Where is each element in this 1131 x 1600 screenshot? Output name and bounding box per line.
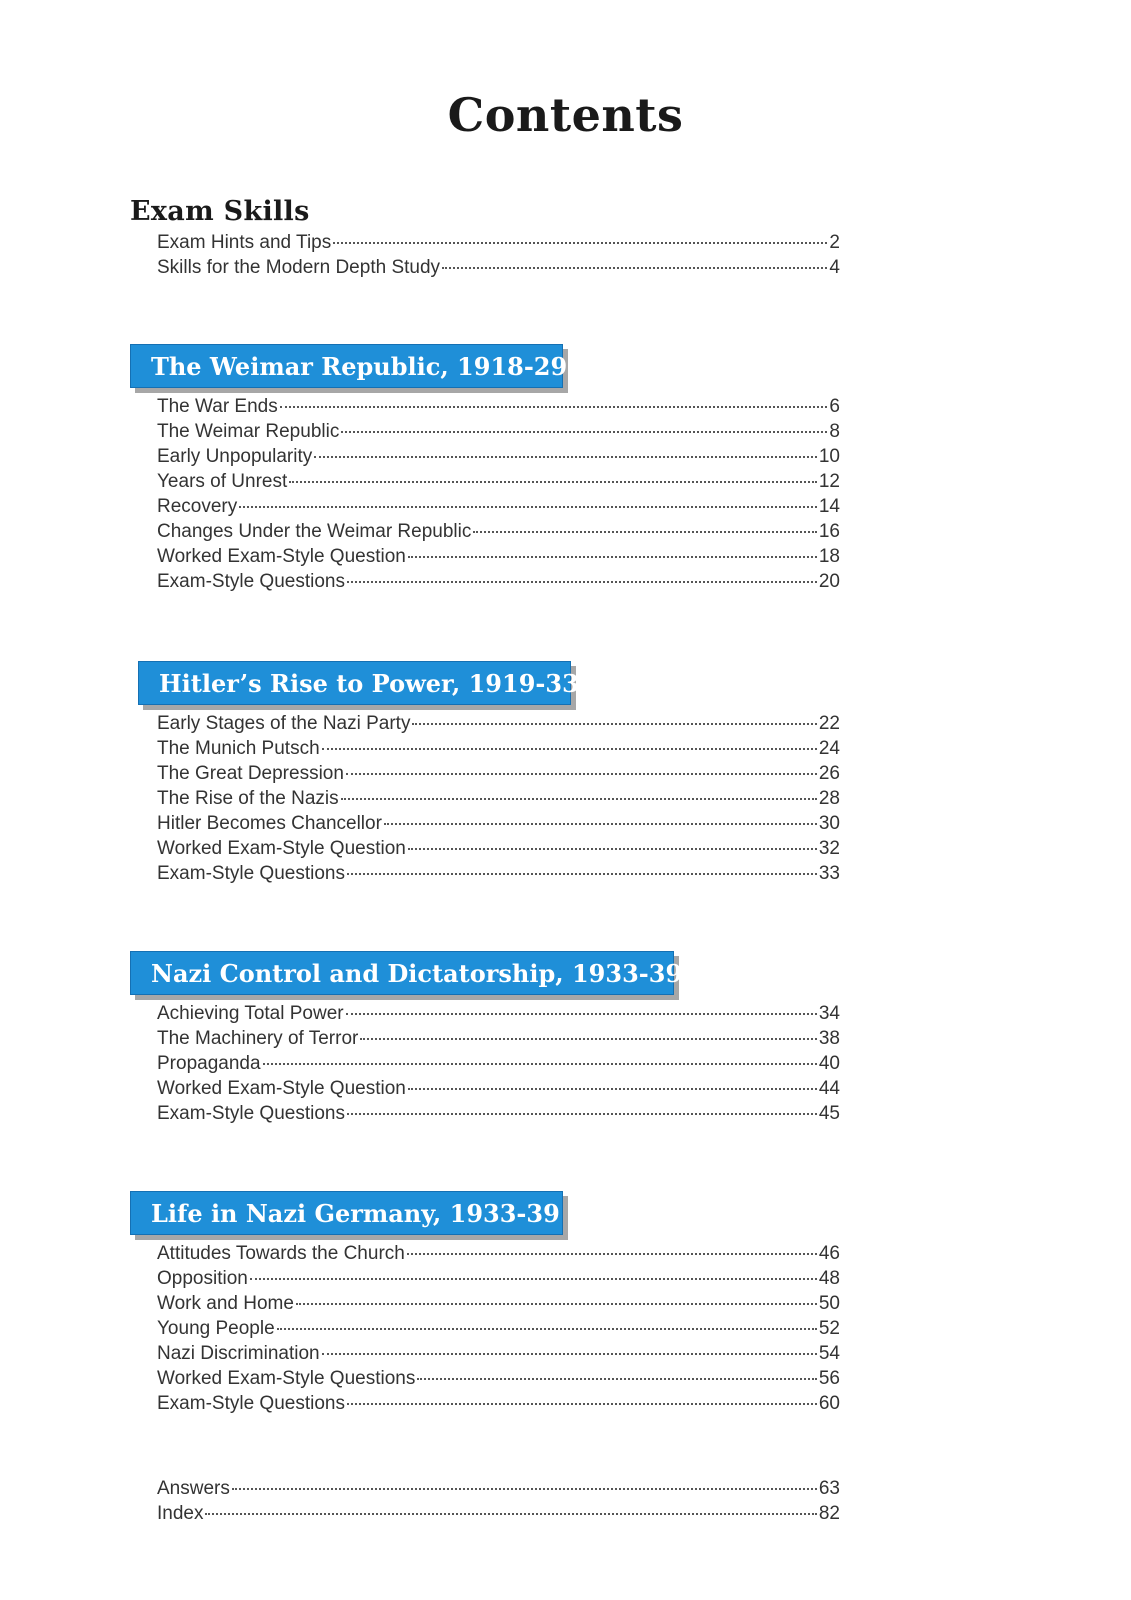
dot-leader <box>407 1253 817 1255</box>
toc-entry-page: 82 <box>818 1503 840 1524</box>
dot-leader <box>442 267 827 269</box>
dot-leader <box>417 1378 817 1380</box>
toc-entry[interactable] <box>157 1368 840 1393</box>
toc-entry-label: The War Ends <box>157 396 278 417</box>
dot-leader <box>341 431 827 433</box>
toc-entry-page: 32 <box>818 838 840 859</box>
dot-leader <box>347 873 817 875</box>
dot-leader <box>277 1328 817 1330</box>
dot-leader <box>232 1488 817 1490</box>
dot-leader <box>408 1088 817 1090</box>
dot-leader <box>408 556 817 558</box>
toc-entry-label: Opposition <box>157 1268 248 1289</box>
toc-entry[interactable] <box>157 1503 840 1528</box>
toc-entry[interactable] <box>157 1478 840 1503</box>
section-banner-weimar-republic <box>130 344 568 388</box>
toc-entry-page: 48 <box>818 1268 840 1289</box>
toc-entry-page: 30 <box>818 813 840 834</box>
toc-entry-label: Exam-Style Questions <box>157 571 345 592</box>
toc-entry-label: The Rise of the Nazis <box>157 788 339 809</box>
toc-entry-page: 18 <box>818 546 840 567</box>
toc-entry-label: The Weimar Republic <box>157 421 340 442</box>
dot-leader <box>322 748 817 750</box>
toc-list-life-in-nazi-germany <box>157 1243 840 1418</box>
toc-entry[interactable] <box>157 1078 840 1103</box>
dot-leader <box>384 823 817 825</box>
toc-entry-label: Worked Exam-Style Questions <box>157 1368 416 1389</box>
toc-entry-page: 24 <box>818 738 840 759</box>
toc-entry-page: 45 <box>818 1103 840 1124</box>
section-banner-nazi-control <box>130 951 683 995</box>
toc-entry-page: 6 <box>829 396 840 417</box>
toc-entry-page: 60 <box>818 1393 840 1414</box>
toc-entry-label: Work and Home <box>157 1293 294 1314</box>
toc-entry-label: The Munich Putsch <box>157 738 320 759</box>
toc-entry-label: The Machinery of Terror <box>157 1028 359 1049</box>
toc-entry-label: Early Unpopularity <box>157 446 313 467</box>
dot-leader <box>314 456 817 458</box>
toc-entry[interactable] <box>157 1053 840 1078</box>
toc-entry-page: 46 <box>818 1243 840 1264</box>
toc-entry-page: 2 <box>829 232 840 253</box>
toc-entry[interactable] <box>157 1268 840 1293</box>
toc-entry[interactable] <box>157 838 840 863</box>
dot-leader <box>239 506 817 508</box>
toc-entry-label: Recovery <box>157 496 238 517</box>
toc-entry-page: 20 <box>818 571 840 592</box>
toc-entry-page: 22 <box>818 713 840 734</box>
toc-entry[interactable] <box>157 713 840 738</box>
toc-entry-label: Early Stages of the Nazi Party <box>157 713 411 734</box>
toc-entry-page: 26 <box>818 763 840 784</box>
toc-entry[interactable] <box>157 1103 840 1128</box>
dot-leader <box>250 1278 817 1280</box>
dot-leader <box>346 773 817 775</box>
toc-entry[interactable] <box>157 471 840 496</box>
toc-entry-label: Exam-Style Questions <box>157 1393 345 1414</box>
toc-entry[interactable] <box>157 496 840 521</box>
toc-entry-page: 40 <box>818 1053 840 1074</box>
section-banner-hitlers-rise <box>138 661 579 705</box>
toc-entry-label: Propaganda <box>157 1053 261 1074</box>
toc-entry-label: Young People <box>157 1318 275 1339</box>
toc-entry[interactable] <box>157 788 840 813</box>
dot-leader <box>347 1113 817 1115</box>
toc-entry-label: Skills for the Modern Depth Study <box>157 257 441 278</box>
toc-entry-page: 28 <box>818 788 840 809</box>
toc-entry-page: 8 <box>829 421 840 442</box>
toc-entry-page: 54 <box>818 1343 840 1364</box>
toc-entry-page: 38 <box>818 1028 840 1049</box>
toc-entry-page: 56 <box>818 1368 840 1389</box>
toc-entry-page: 52 <box>818 1318 840 1339</box>
toc-entry[interactable] <box>157 1003 840 1028</box>
toc-entry[interactable] <box>157 1028 840 1053</box>
section-heading-weimar-republic: The Weimar Republic, 1918-29 <box>151 351 568 381</box>
toc-entry[interactable] <box>157 1393 840 1418</box>
toc-entry[interactable] <box>157 1343 840 1368</box>
toc-entry-page: 14 <box>818 496 840 517</box>
toc-entry[interactable] <box>157 396 840 421</box>
toc-entry-label: Achieving Total Power <box>157 1003 344 1024</box>
toc-entry-label: Worked Exam-Style Question <box>157 838 406 859</box>
dot-leader <box>263 1063 817 1065</box>
dot-leader <box>289 481 817 483</box>
toc-entry[interactable] <box>157 763 840 788</box>
toc-entry[interactable] <box>157 571 840 596</box>
section-banner-life-in-nazi-germany <box>130 1191 563 1235</box>
dot-leader <box>205 1513 816 1515</box>
toc-list-weimar-republic <box>157 396 840 596</box>
toc-entry[interactable] <box>157 863 840 888</box>
toc-entry[interactable] <box>157 738 840 763</box>
toc-entry[interactable] <box>157 546 840 571</box>
toc-entry[interactable] <box>157 446 840 471</box>
toc-entry-label: Exam-Style Questions <box>157 863 345 884</box>
toc-list-exam-skills <box>157 232 840 282</box>
dot-leader <box>473 531 816 533</box>
toc-entry[interactable] <box>157 1293 840 1318</box>
toc-entry[interactable] <box>157 257 840 282</box>
toc-entry-page: 63 <box>818 1478 840 1499</box>
toc-entry[interactable] <box>157 813 840 838</box>
dot-leader <box>408 848 817 850</box>
toc-entry-label: Worked Exam-Style Question <box>157 546 406 567</box>
dot-leader <box>296 1303 817 1305</box>
toc-entry-label: Answers <box>157 1478 230 1499</box>
toc-entry-page: 4 <box>829 257 840 278</box>
toc-entry[interactable] <box>157 521 840 546</box>
dot-leader <box>346 1013 817 1015</box>
dot-leader <box>412 723 816 725</box>
toc-entry-label: Years of Unrest <box>157 471 288 492</box>
toc-entry[interactable] <box>157 1318 840 1343</box>
toc-entry-label: Exam Hints and Tips <box>157 232 332 253</box>
toc-entry-page: 44 <box>818 1078 840 1099</box>
toc-entry-label: Attitudes Towards the Church <box>157 1243 405 1264</box>
toc-entry-label: Hitler Becomes Chancellor <box>157 813 382 834</box>
toc-entry-page: 12 <box>818 471 840 492</box>
toc-list-hitlers-rise <box>157 713 840 888</box>
toc-entry-label: Nazi Discrimination <box>157 1343 320 1364</box>
dot-leader <box>280 406 828 408</box>
toc-entry-label: Changes Under the Weimar Republic <box>157 521 472 542</box>
toc-entry-label: Worked Exam-Style Question <box>157 1078 406 1099</box>
toc-entry-page: 34 <box>818 1003 840 1024</box>
toc-entry-page: 33 <box>818 863 840 884</box>
toc-entry-label: Exam-Style Questions <box>157 1103 345 1124</box>
toc-entry[interactable] <box>157 1243 840 1268</box>
toc-list-back-matter <box>157 1478 840 1528</box>
page-title: Contents <box>447 88 684 142</box>
dot-leader <box>333 242 827 244</box>
dot-leader <box>322 1353 817 1355</box>
toc-entry-page: 10 <box>818 446 840 467</box>
toc-entry-page: 50 <box>818 1293 840 1314</box>
dot-leader <box>347 581 817 583</box>
toc-list-nazi-control <box>157 1003 840 1128</box>
section-heading-exam-skills: Exam Skills <box>130 196 310 227</box>
toc-entry-label: Index <box>157 1503 204 1524</box>
dot-leader <box>360 1038 817 1040</box>
toc-entry-label: The Great Depression <box>157 763 344 784</box>
dot-leader <box>347 1403 817 1405</box>
section-heading-nazi-control: Nazi Control and Dictatorship, 1933-39 <box>151 958 683 988</box>
toc-entry[interactable] <box>157 421 840 446</box>
toc-entry-page: 16 <box>818 521 840 542</box>
section-heading-hitlers-rise: Hitler’s Rise to Power, 1919-33 <box>159 668 579 698</box>
section-heading-life-in-nazi-germany: Life in Nazi Germany, 1933-39 <box>151 1198 560 1228</box>
dot-leader <box>341 798 817 800</box>
toc-entry[interactable] <box>157 232 840 257</box>
